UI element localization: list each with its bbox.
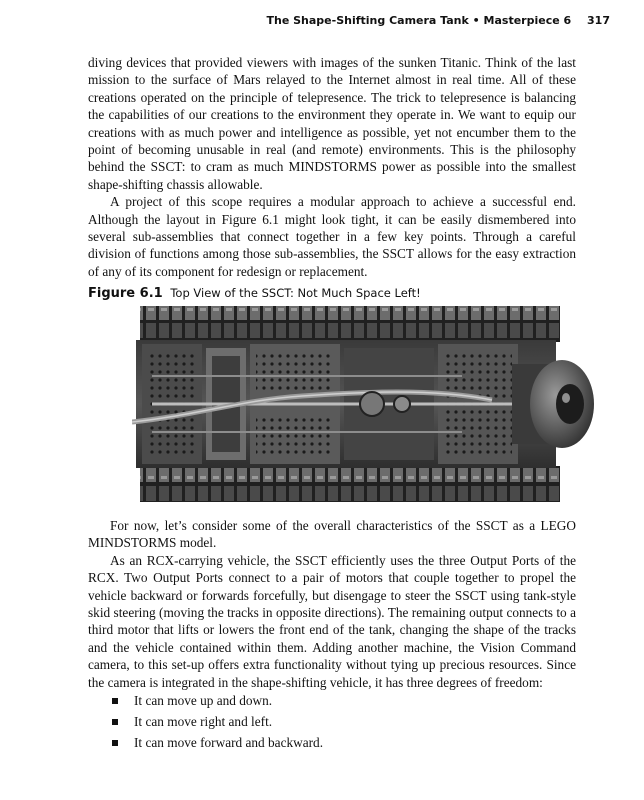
paragraph: For now, let’s consider some of the overall characteristics of the SSCT as a LEGO MINDSTORMS model. bbox=[88, 518, 576, 551]
bullet-list bbox=[112, 690, 572, 753]
body-text-top bbox=[88, 54, 576, 280]
page-number: 317 bbox=[587, 14, 610, 27]
paragraph: As an RCX-carrying vehicle, the SSCT efficiently uses the three Output Ports of the RCX. Two Output Ports connect to a pair of motors that couple together to propel the vehicle backward or forwards forcefully, but disengage to steer the SSCT using tank-style skid steering (moving the tracks in opposite directions). The remaining output connects to a third motor that lifts or lowers the front end of the tank, changing the shape of the tracks and the vehicle contained within them. Adding another machine, the Vision Command camera, to this set-up offers extra functionality without tying up precious resources. Since the camera is integrated in the shape-shifting vehicle, it has three degrees of freedom: bbox=[88, 552, 576, 690]
ssct-top-view-image bbox=[132, 304, 600, 504]
figure-number: Figure 6.1 bbox=[88, 286, 163, 301]
section-title: Masterpiece 6 bbox=[483, 14, 572, 27]
figure-caption bbox=[88, 286, 588, 301]
running-head bbox=[267, 14, 611, 27]
list-item bbox=[112, 711, 572, 732]
bullet-square-icon bbox=[112, 719, 118, 725]
running-title: The Shape-Shifting Camera Tank bbox=[266, 14, 469, 27]
header-separator: • bbox=[472, 14, 480, 27]
paragraph: diving devices that provided viewers with images of the sunken Titanic. Think of the last mission to the surface of Mars relayed to the Internet almost in real time. All of these creations operated on the principle of telepresence. The trick to telepresence is balancing the capabilities of our creations to the environment they operate in. We want to equip our creations with as much power and intelligence as possible, yet not encumber them to the point of becoming unusable in real (and remote) environments. This is the philosophy behind the SSCT: to cram as much MINDSTORMS power as possible into the smallest shape-shifting chassis allowable. bbox=[88, 55, 576, 192]
top-track bbox=[140, 306, 560, 342]
bottom-track bbox=[140, 466, 560, 502]
list-item bbox=[112, 690, 572, 711]
body-text-bottom bbox=[88, 517, 576, 691]
bullet-square-icon bbox=[112, 740, 118, 746]
figure-caption-text: Top View of the SSCT: Not Much Space Left! bbox=[170, 286, 421, 300]
list-item-text: It can move forward and backward. bbox=[134, 735, 324, 750]
gear bbox=[394, 396, 410, 412]
list-item bbox=[112, 732, 572, 753]
list-item-text: It can move right and left. bbox=[134, 714, 273, 729]
camera-lens bbox=[556, 384, 584, 424]
gear bbox=[360, 392, 384, 416]
list-item-text: It can move up and down. bbox=[134, 693, 273, 708]
bullet-square-icon bbox=[112, 698, 118, 704]
paragraph: A project of this scope requires a modular approach to achieve a successful end. Although the layout in Figure 6.1 might look tight, it can be easily dismembered into several sub-assemblies that connect together in a few key points. Through a careful division of functions among those sub-assemblies, the SSCT allows for the easy extraction of any of its component for redesign or replacement. bbox=[88, 194, 576, 279]
